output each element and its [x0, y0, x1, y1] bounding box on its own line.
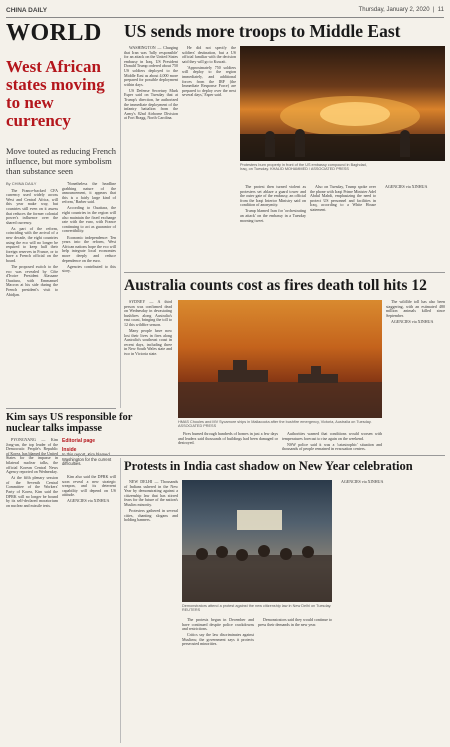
kim-paragraph: At the fifth plenary session of the Seventh Central Committee of the Workers' Party of Korea, Kim said the DPRK will no longer be bound by its self-declared moratorium on nuclear and missile tests. — [6, 475, 58, 508]
india-headline: Protests in India cast shadow on New Year celebration — [124, 459, 413, 473]
india-paragraph: Critics say the law discriminates against Muslims; the government says it protects persecuted minorities. — [182, 632, 254, 647]
masthead-date-page: Thursday, January 2, 2020 | 11 — [358, 7, 444, 13]
west-africa-paragraph: Agencies contributed to this story. — [62, 263, 116, 274]
kim-inside-box — [62, 448, 116, 467]
us-troops-body-col-4 — [310, 185, 376, 267]
bushfire-photo — [178, 300, 382, 418]
masthead — [6, 4, 444, 16]
india-paragraph: Demonstrators said they would continue to press their demands in the new year. — [258, 618, 332, 627]
ships-smoke-illustration — [178, 300, 382, 418]
kim-body-col-2 — [62, 475, 116, 645]
us-troops-paragraph: WASHINGTON — Charging that Iran was 'fully responsible' for an attack on the United States embassy in Iraq, US President Donald Trump ordered about 750 US soldiers deployed to the Middle East as about 4,000 more prepared for possible deployment within days. — [124, 46, 178, 87]
australia-body-col-2 — [178, 432, 278, 452]
column-rule — [120, 58, 121, 408]
west-africa-byline: By CHINA DAILY — [6, 182, 37, 186]
west-africa-body-col-2 — [62, 182, 116, 402]
us-troops-headline: US sends more troops to Middle East — [124, 21, 401, 41]
india-body-col-4 — [336, 480, 445, 738]
us-troops-credit: AGENCIES via XINHUA — [385, 185, 428, 189]
india-photo-caption: Demonstrators attend a protest against the new citizenship law in New Delhi on Tuesday. REUTERS — [182, 604, 332, 613]
divider — [6, 455, 445, 456]
kim-inside-label: Inside — [62, 447, 77, 453]
west-africa-paragraph: According to Ouattara, the eight countries in the region will also maintain the fixed exchange rate with the euro, with France continuing to act as guarantor of convertibility. — [62, 205, 116, 234]
australia-photo-caption: HMAS Choules and MV Sycamore ships in Mallacoota after the bushfire emergency, Victoria, Australia on Tuesday. ASSOCIATED PRESS — [178, 420, 372, 429]
us-troops-body-col-3 — [240, 185, 306, 267]
india-body-col-2 — [182, 618, 254, 738]
fire-scene-illustration — [240, 46, 445, 161]
west-africa-deck: Move touted as reducing French influence, but more symbolism than substance seen — [6, 146, 116, 176]
west-africa-paragraph: The France-backed CFA currency used widely across West and Central Africa, will this year make way, but countries still even on it assess that reduces the former colonial power's influence over the shared currency. — [6, 187, 58, 225]
kim-paragraph: PYONGYANG — Kim Jong-un, the top leader of the Democratic People's Republic of Korea, has blamed the United States for the impasse in bilateral nuclear talks, the official Korean Central News Agency reported on Wednesday. — [6, 438, 58, 475]
us-troops-body-col-1 — [124, 46, 178, 156]
us-troops-photo-caption: Protesters burn property in front of the US embassy compound in Baghdad, Iraq, on Tuesday. KHALID MOHAMMED / ASSOCIATED PRESS — [240, 163, 367, 172]
crowd-illustration — [182, 480, 332, 602]
australia-body-col-4 — [386, 300, 445, 450]
kim-keyword: Editorial page — [62, 438, 96, 444]
masthead-rule — [6, 17, 444, 18]
us-troops-paragraph: 'Approximately 750 soldiers will deploy to the region immediately, and additional forces from the IRF (the Immediate Response Force) are prepared to deploy over the next several days,' Esper said. — [182, 64, 236, 98]
india-paragraph: Protesters gathered in several cities, chanting slogans and holding banners. — [124, 508, 178, 523]
west-africa-paragraph: As part of the reform, coinciding with the arrival of a new decade, the eight countries using the eco will no longer be required to keep half their foreign reserves in France, or to have a French official on the board. — [6, 225, 58, 263]
us-troops-paragraph: Also on Tuesday, Trump spoke over the phone with Iraqi Prime Minister Adel Abdul Mahdi, emphasizing the need to protect US personnel and facilities in Iraq, according to a White House statement. — [310, 185, 376, 212]
kim-paragraph: Kim also said the DPRK will soon reveal a new strategic weapon, and its deterrent capability will depend on US attitude. — [62, 475, 116, 498]
west-africa-paragraph: 'Nonetheless the headline grabbing nature of the announcement, it appears that this is a fairly large kind of reform,' Barber said. — [62, 182, 116, 205]
australia-paragraph: Authorities warned that conditions would worsen with temperatures forecast to rise again on the weekend. — [282, 432, 382, 441]
divider — [6, 408, 116, 409]
us-troops-paragraph: He did not specify the soldiers' destination, but a US official familiar with the decision said they will go to Kuwait. — [182, 46, 236, 64]
kim-paragraph: AGENCIES via XINHUA — [67, 498, 110, 504]
masthead-brand: CHINA DAILY — [6, 6, 48, 14]
kim-inside-text: In this report, Kim blamed Washington for the current difficulties. — [62, 451, 112, 467]
india-protest-photo — [182, 480, 332, 602]
india-paragraph: NEW DELHI — Thousands of Indians ushered in the New Year by demonstrating against a citizenship law that has stirred fears for the future of the nation's Muslim minority. — [124, 480, 178, 507]
us-troops-body-col-1b — [124, 160, 236, 267]
us-troops-body-col-5 — [380, 185, 445, 267]
india-body-col-3 — [258, 618, 332, 738]
india-paragraph: The protests began in December and have continued despite police crackdowns and restrictions. — [182, 618, 254, 632]
kim-body-col-1 — [6, 438, 58, 646]
australia-paragraph: The wildlife toll has also been staggering, with an estimated 480 million animals killed since September. — [386, 300, 445, 318]
australia-body-col-3 — [282, 432, 382, 452]
west-africa-headline: West African states moving to new currency — [6, 57, 105, 130]
west-africa-paragraph: Economic independence: Ten years into the reform, West African nations hope the eco will help integrate local economies more deeply and reduce dependence on the euro. — [62, 234, 116, 263]
masthead-date: Thursday, January 2, 2020 — [358, 7, 430, 13]
masthead-page-number: 11 — [437, 7, 444, 13]
australia-headline: Australia counts cost as fires death toll hits 12 — [124, 277, 427, 294]
divider — [124, 272, 445, 273]
india-body-col-1 — [124, 480, 178, 640]
india-credit: AGENCIES via XINHUA — [341, 480, 384, 484]
west-africa-body-col-1 — [6, 182, 58, 402]
australia-paragraph: SYDNEY — A third person was confirmed dead on Wednesday in devastating bushfires along Australia's east coast, bringing the toll to 12 this wildfire season. — [124, 300, 172, 327]
west-africa-paragraph: The proposed switch to the eco was revealed by Côte d'Ivoire President Alassane Ouattara, with Emmanuel Macron at his side during the French president's visit to Abidjan. — [6, 264, 58, 297]
australia-paragraph: NSW police said it was a 'catastrophic' situation and thousands of people remained in evacuation centers. — [282, 441, 382, 452]
column-rule — [120, 458, 121, 743]
us-troops-paragraph: Trump blamed Iran for 'orchestrating an attack' on the embassy in a Tuesday morning tweet. — [240, 208, 306, 223]
us-troops-paragraph: The protest then turned violent as protesters set ablaze a guard tower and the outer gate of the embassy, an official from the Iraqi Interior Ministry said on condition of anonymity. — [240, 185, 306, 208]
us-troops-paragraph: US Defense Secretary Mark Esper said on Tuesday that at Trump's direction, he authorized the immediate deployment of the infantry battalion from the Army's 82nd Airborne Division at Fort Bragg, North Carolina. — [124, 87, 178, 121]
us-troops-body-col-2 — [182, 46, 236, 156]
australia-credit: AGENCIES via XINHUA — [391, 318, 434, 324]
us-embassy-protest-photo — [240, 46, 445, 161]
australia-body-col-1 — [124, 300, 172, 396]
australia-paragraph: Fires burned through hundreds of homes in just a few days and leaders said thousands of buildings had been damaged or destroyed. — [178, 432, 278, 446]
kim-headline: Kim says US responsible for nuclear talks impasse — [6, 412, 133, 435]
section-title: WORLD — [6, 20, 102, 46]
australia-paragraph: Many people have now lost their lives in fires along Australia's southeast coast in recent days, including three in New South Wales state and two in Victoria state. — [124, 328, 172, 357]
